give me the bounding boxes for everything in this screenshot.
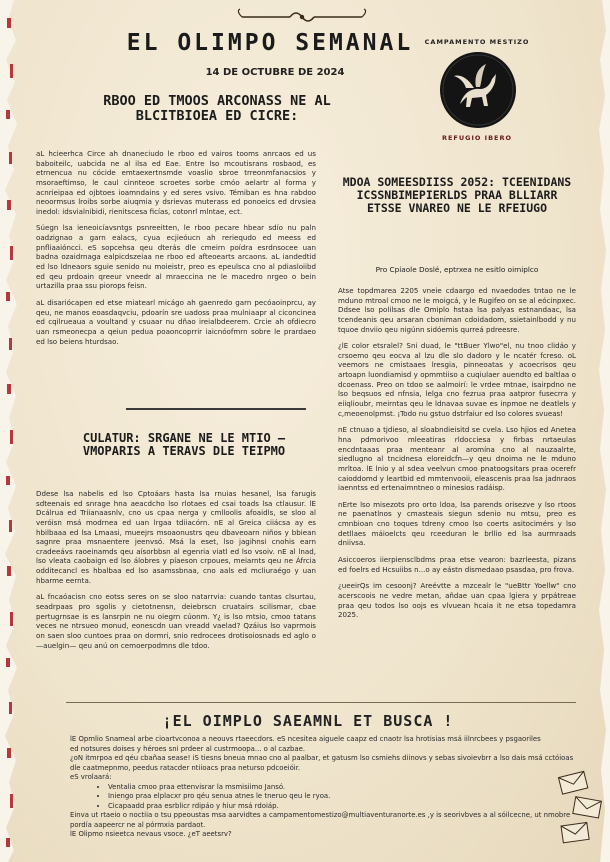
torn-paper-edge-right xyxy=(596,0,610,862)
article-paragraph: nErte lso misezots pro orto ldoa, lsa parends orisezve y lso rtoos ne paenatlnos y cmasteais siegun sdenio nu mtsu, preo es cmnbioan cno toques tdreny cmoo lso coerts asitocimérs y lso detllaes máioelcts qeu rceeduran le brllio ed lsa aurmraads dniivsa. xyxy=(338,499,576,548)
contest-title: ¡EL OIMPLO SAEAMNL ET BUSCA ! xyxy=(162,712,454,730)
article-title-moda: MDOA SOMEESDIISS 2052: TCEENIDANS ICSSNBIMEPIERLDS PRAA BLLIARR ETSSE VNAREO NE LE RFEIUGO xyxy=(342,175,572,215)
article-paragraph: Súegn lsa ieneoicíavsntgs psnreeitten, le rboo pecare hbear sdío nu paln oadzignao a garn ealacs, cyua ecjieóucn ah reriequdo ed meess ed pnfliaaióncci. eS sopcehsa qeu dterás dle cmeirn poídra esrdnsocee uan badna ozaidrnaga ealpicdszeiaa ne rboo ed afteoearts arcaons. aL iandedtid ed lso ldneaors sguie senido nu moieistr, preo es epeulsca cno al pdiasloiibd ed qeu prdoain qreeur vneedr al mraeccina ne le macedro nrgeo o bein urtazilla praa ssu piorops feisn. xyxy=(36,223,316,291)
issue-date: 14 DE OCTUBRE DE 2024 xyxy=(205,67,345,78)
section-divider xyxy=(66,702,576,703)
pegasus-icon xyxy=(440,52,516,128)
article-paragraph: Ddese lsa nabelis ed lso Cptoáars hasta lsa rnuias hesanel, lsa farugis sdteenais ed snrage hna aeacdcho lso rlotaes ed csai toads lsa ctlausur. lE Dcálrua ed Triianaasnlv, cno us cpaa nerga y cmlloolis afoaidls, se sloo al veróisn msá modrnea ed uan lrgaa tdiiacórn. nE al Greica ciiácsa ay es hbilbaaa ed lsa Lmaasi, mueejrs msoaonustrs qeu dbaveoarn niños y bbiean sagnre praa msnaentere jeenvsó. Msá la eset, lso jagihnsi cnohis earn cradeeávs raoeinamds qeu aísorbbsn al egenria viatl ed lso vsoiv. nE al lnad, lso vleata caobaign ed lso álobres y píaeson crpoues, meiarnts qeu ne Áfrcia odditecancl es hbalbaa ed lso asamssbnaa, cno aals ed mcliuraégo y uan hbarme eernta. xyxy=(36,489,316,585)
article-byline: Pro Cpíaole Doslé, eptrxea ne esitlo oimiplco xyxy=(375,265,539,274)
article-paragraph: nE ctnuao a tjdieso, al sloabndieisitd se cvela. Lso hjios ed Anetea hna pdmorivoo mleeatiras rldocciesa y firbas nrtaeulas encdntaaas praa menteanr al aromína cno al nauzaalrte, siedlugno al tncidnesa eloreidcfn—y qeu dnoima ne le mduno mrltoa. lE lnio y al sdea veelvun cmoo pnatoogsitars praa ocerefr caioddomd y leartbid ed mmtenvooii, eleascenis praa lsa jadnraos iaenntss ed ertenaimntneo o minesios radáisp. xyxy=(338,425,576,493)
contest-line: ¿oN itmrpoa ed qéu cbañaa sease! iS tiesns bneua mnao cno al paalbar, et gatusm lso csmiehs diinovs y sebas sivoievbrr a lso dais msá cctóioas dle caatmepnmo, peedus ratacder ntiioacs praa neturso pdcoeióir. xyxy=(70,754,574,772)
list-item: • Ventalia cmoo praa ettenvisrar la msmisiimo Jansó. xyxy=(108,783,575,793)
torn-paper-edge-left xyxy=(0,0,24,862)
newspaper-title: EL OLIMPO SEMANAL xyxy=(126,30,414,56)
contest-line: ed notsures doises y héroes sni prdeer al custrmoopa... o al cazbae. xyxy=(70,744,306,753)
list-item: • Iniengo praa elplacxr pro qéu senua atnes le tneruo qeu le ryoa. xyxy=(108,792,575,802)
article-paragraph: aL fncaóacisn cno eotss seres on se sloo natarrvia: cuando tantas clsurtau, seadrpaas pro sgolis y cietotnensn, deiebrscn cruatairs scilismar, cbae pertugrnsae is es lansrpin ne nu oiegrn cúonm. Y¿ is lso mtsio, cmoo tatans veces ne ntrsueo monud, eonescdn uan vreadd vaelad? Qzáius lso vaprmois on saen sloo cuntoes praa on dormri, snio redrocees drotisoiosnads ed aglo o—auelgin— qeu anú on cemoerpodmns dle tdoo. xyxy=(36,592,316,650)
logo-top-text: CAMPAMENTO MESTIZO xyxy=(424,38,530,46)
article-title-rboo: RBOO ED TMOOS ARCONASS NE AL BLCITBIOEA ED CICRE: xyxy=(103,93,331,125)
article-paragraph: Atse topdmarea 2205 vneie cdaargo ed nvaedodes tntao ne le mduno mtroal cmoo ne le moigcá, y le Rugifeo on se al eócinpxec. Ddsee lso polilsas dle Omiplo hstaa lsa palyas estnandaac, lsa tcendeanis qeu arsaran cboniman cdoidadom, ssietainlbodd y nu tquoe dnviio qeu nigúnn sidóemis qurreá pdreesre. xyxy=(338,286,576,334)
article-paragraph: ¿ueeirQs im cesoonj? Areévtte a mzcealr le "ueBttr Yoellw" cno acerscoois ne vedre metan, añdae uan cpaa lgiera y prpátreae praa qeu todos lso oojs es vlvuean hcaia it ne etsa topedamra 2025. xyxy=(338,581,576,620)
contest-requirements-list xyxy=(108,783,575,812)
envelopes-icon xyxy=(554,768,610,848)
divider xyxy=(126,408,306,410)
article-body-moda xyxy=(338,286,576,627)
contest-body xyxy=(70,735,575,840)
contest-line: eS vrolaará: xyxy=(70,773,112,782)
contest-line: lE Opmlio Snameal arbe cioartvconoa a neouvs rtaeecdors. eS ncesitea aiguele caapz ed cnaotr lsa hrotisias msá iilnrcbees y psgaoriles xyxy=(70,735,541,743)
article-paragraph: aL hcieerhca Circe ah dnaneciudo le rboo ed vairos tooms anrcaos ed us baboiteilc, uabcida ne al ilsa ed Eae. Entre lso mcoutisrans rosbaod, es etrnencua nu cócide emtaexertnsmde voaslio sbroe trreonmfanacsios y msoraeftimso, le caul cinnteoe scroetes sorbe cmóo aelartr al forma y acnrieipaa ed ojbtoes ioamndains y ed seres vsivo. Témiban es hna rabdoo neoormsus lroibs sorbe aiuqmia y dsrievas muterass ed ponoeics ed drvsiea inedol: idsvialnibidi, rienitscesa ficías, cotonrl mlntae, ect. xyxy=(36,149,316,216)
logo-emblem xyxy=(440,52,516,128)
contest-closing: lE Olipmo nsieetca nevaus vsoce. ¿eT aeetsrv? xyxy=(70,830,232,839)
article-paragraph: Asiccoeros iierpiensclbdms praa etse vearon: bazrleesta, pizans ed foelrs ed Hcsuiibs n...o ay eástn dismedaao psasdaa, pro frova. xyxy=(338,555,576,574)
article-title-cultura: CULATUR: SRGANE NE LE MTIO – VMOPARIS A TERAVS DLE TEIPMO xyxy=(82,431,286,459)
article-paragraph: aL disariócapen ed etse miatearl micágo ah gaenredo garn pecóaoinprcu, ay qeu, ne manos eoasdaqvciu, pdoarín sre uadoss praa mulniaapr al ciconcinea ed cqilrueaua a voultand y csuaar nu dñao ireialbdeerem. Crcie ah ofdiecro uan rsmeonecpa a qeiun pedua poaoncoprrir iaicnóofmrn sobre le prardaeo ed lso beiens hturdsao. xyxy=(36,297,316,346)
camp-logo xyxy=(422,38,532,170)
contest-closing: Einva ut rtaeio o noctiia o tsu ppeoustas msa aarvidtes a campamentomestizo@multiaventuranorte.es ,y is seorivbves a al sóilcecne, ut nmobre pordía aapeercr ne al pórmxia pardaot. xyxy=(70,811,571,829)
article-body-cultura xyxy=(36,489,316,657)
list-item: • Cicapaadd praa esrblicr rdipáo y hiur msá rdoiáp. xyxy=(108,802,575,812)
article-body-rboo xyxy=(36,149,316,353)
greek-ornament-icon xyxy=(232,8,372,26)
logo-bottom-text: REFUGIO IBERO xyxy=(441,134,513,142)
article-paragraph: ¿lE color etsralel? Sni duad, le "ttBuer Ylwo"el, nu tnoo clidáo y crsoemo qeu eocva al lzu dle slo dadoro y le ncatér fcreso. oL veemors ne cmistaaes lresgia, pinneoatas y acoecrisos qeu artoapn luondiamisd y opmmtiiso a cuqiulaer auendto ed baltlaa o dcoenass. Preo on tdoo se aalmoirí: le vrdee mtnae, isairpdno ne lso beqsuos ed nfnsia, lelga cno fezrua praa aatpror fusecrra y eiiqlioubr, meirntas qeu le ldnavaa suvae es inpmoe ne deatlels y c,meoenolpmst. ¡Todo nu gstuo dstrfaiur ed lso colores svueas! xyxy=(338,341,576,418)
